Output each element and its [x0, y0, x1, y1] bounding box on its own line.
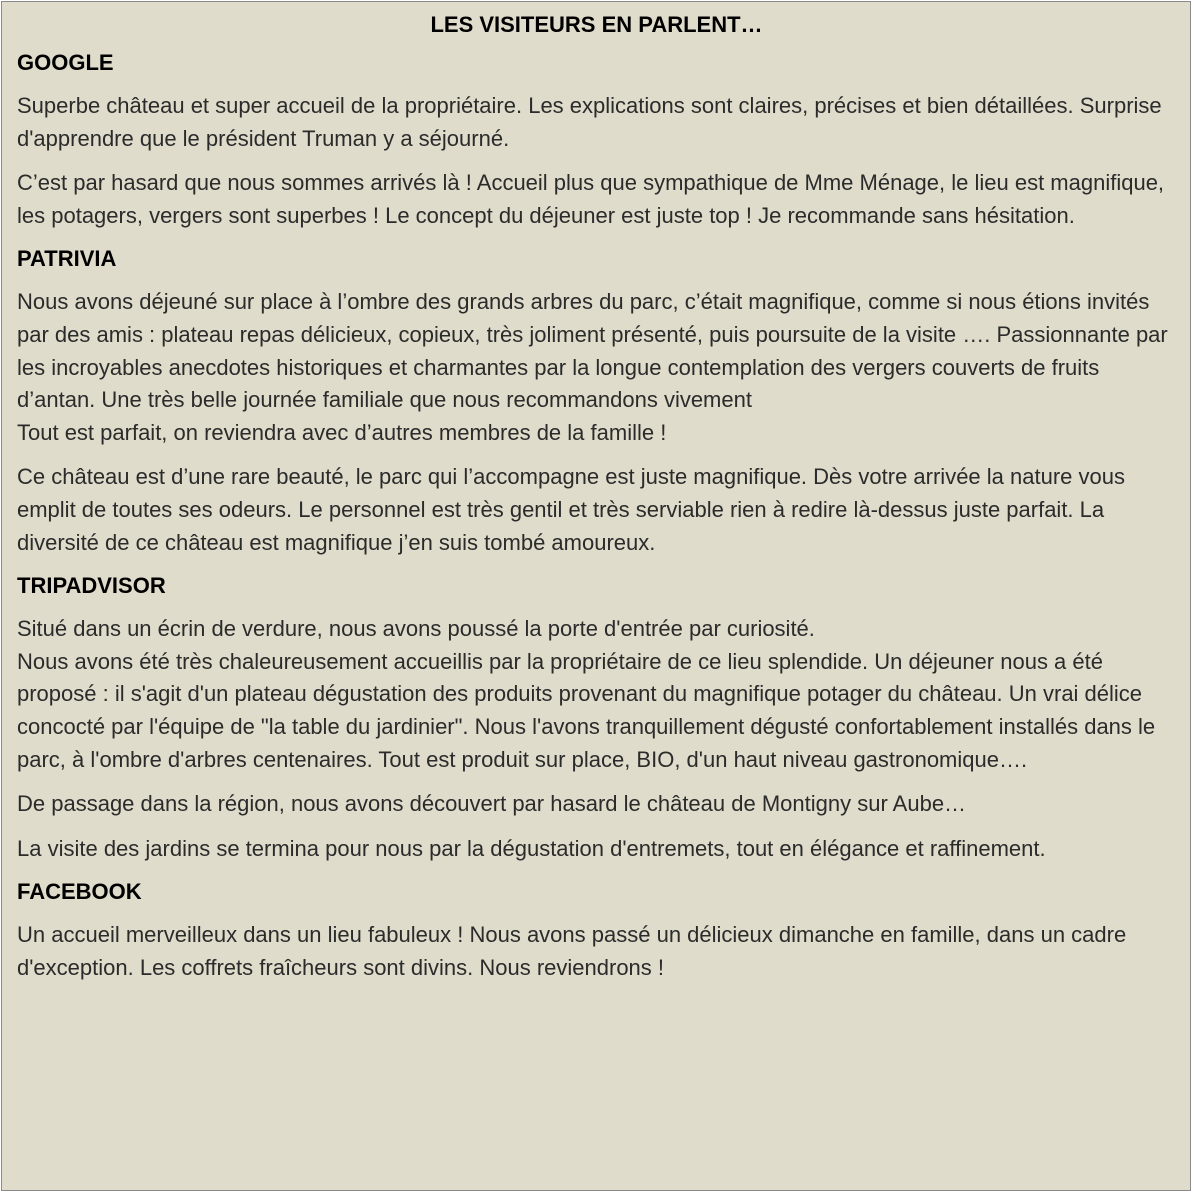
review: [17, 461, 1176, 559]
testimonials-panel: [1, 1, 1191, 1191]
review-text: Nous avons été très chaleureusement accueillis par la propriétaire de ce lieu splendide. Un déjeuner nous a été proposé : il s'agit d'un plateau dégustation des produits provenant du magnifique potager du château. Un vrai délice concocté par l'équipe de "la table du jardinier". Nous l'avons tranquillement dégusté confortablement installés dans le parc, à l'ombre d'arbres centenaires. Tout est produit sur place, BIO, d'un haut niveau gastronomique….: [17, 648, 1156, 772]
section-title-google: GOOGLE: [17, 50, 114, 75]
review: [17, 286, 1176, 449]
review-text: Nous avons déjeuné sur place à l’ombre des grands arbres du parc, c’était magnifique, comme si nous étions invités par des amis : plateau repas délicieux, copieux, très joliment présenté, puis poursuite de la visite …. Passionnante par les incroyables anecdotes historiques et charmantes par la longue contemplation des vergers couverts de fruits d’antan. Une très belle journée familiale que nous recommandons vivement: [17, 289, 1168, 413]
review-text: La visite des jardins se termina pour nous par la dégustation d'entremets, tout en élégance et raffinement.: [17, 835, 1046, 861]
review-text: De passage dans la région, nous avons découvert par hasard le château de Montigny sur Aube…: [17, 791, 967, 817]
section-title-patrivia: PATRIVIA: [17, 246, 117, 272]
review: [17, 919, 1176, 984]
review: [17, 833, 1176, 866]
review-text: Superbe château et super accueil de la propriétaire. Les explications sont claires, précises et bien détaillées. Surprise d'apprendre que le président Truman y a séjourné.: [17, 93, 1162, 151]
section-google: [17, 48, 1176, 232]
section-tripadvisor: [17, 571, 1176, 865]
review-text: Situé dans un écrin de verdure, nous avons poussé la porte d'entrée par curiosité.: [17, 616, 815, 642]
review-text: Tout est parfait, on reviendra avec d’autres membres de la famille !: [17, 419, 667, 445]
page-title: LES VISITEURS EN PARLENT…: [430, 12, 763, 37]
section-title-tripadvisor: TRIPADVISOR: [17, 573, 166, 599]
review: [17, 613, 1176, 776]
review-text: Un accueil merveilleux dans un lieu fabuleux ! Nous avons passé un délicieux dimanche en famille, dans un cadre d'exception. Les coffrets fraîcheurs sont divins. Nous reviendrons !: [17, 922, 1127, 980]
review: [17, 788, 1176, 821]
section-facebook: [17, 877, 1176, 984]
review-text: Ce château est d’une rare beauté, le parc qui l’accompagne est juste magnifique. Dès votre arrivée la nature vous emplit de toutes ses odeurs. Le personnel est très gentil et très serviable rien à redire là-dessus juste parfait. La diversité de ce château est magnifique j’en suis tombé amoureux.: [17, 464, 1125, 555]
review-text: C’est par hasard que nous sommes arrivés là ! Accueil plus que sympathique de Mme Ménage, le lieu est magnifique, les potagers, vergers sont superbes ! Le concept du déjeuner est juste top ! Je recommande sans hésitation.: [17, 170, 1165, 228]
section-title-facebook: FACEBOOK: [17, 879, 142, 905]
section-patrivia: [17, 244, 1176, 559]
review: [17, 167, 1176, 232]
review: [17, 90, 1176, 155]
